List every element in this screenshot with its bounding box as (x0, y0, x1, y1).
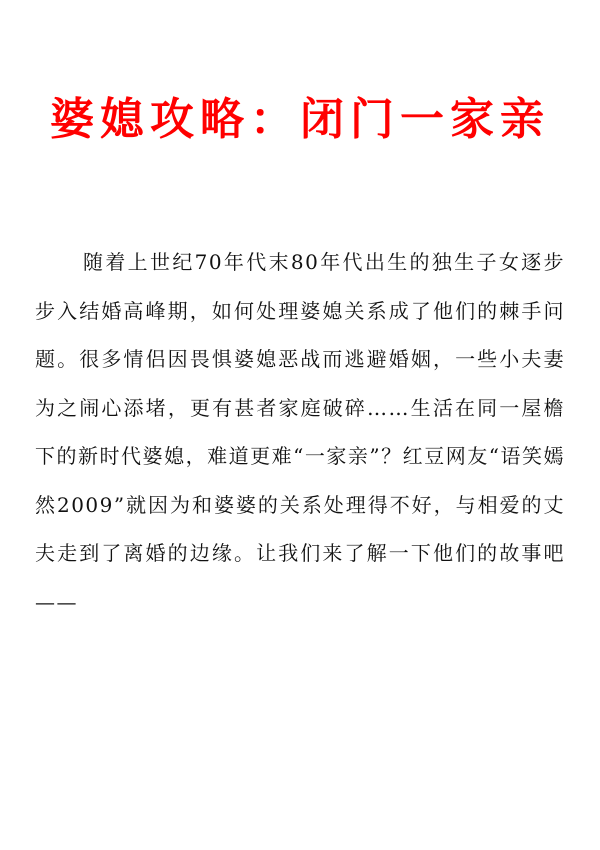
intro-paragraph: 随着上世纪70年代末80年代出生的独生子女逐步步入结婚高峰期，如何处理婆媳关系成了他们的棘手问题。很多情侣因畏惧婆媳恶战而逃避婚姻，一些小夫妻为之闹心添堵，更有甚者家庭破碎……生活在同一屋檐下的新时代婆媳，难道更难“一家亲”？红豆网友“语笑嫣然2009”就因为和婆婆的关系处理得不好，与相爱的丈夫走到了离婚的边缘。让我们来了解一下他们的故事吧—— (35, 250, 565, 614)
page-title: 婆媳攻略：闭门一家亲 (50, 94, 550, 145)
